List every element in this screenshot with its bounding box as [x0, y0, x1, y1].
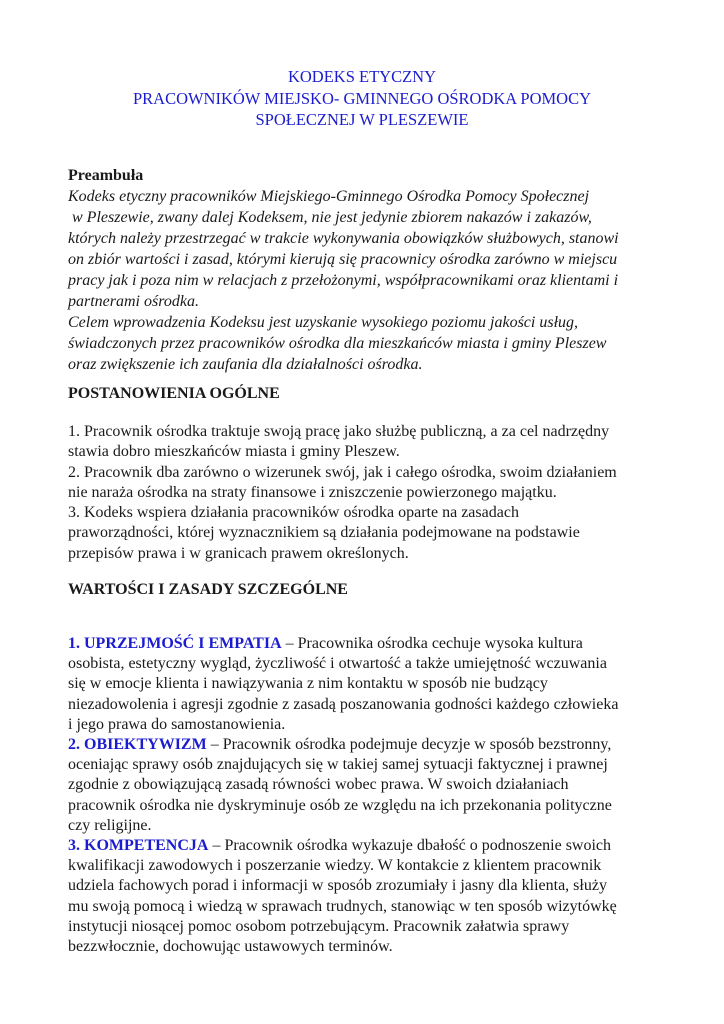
value-term: 3. KOMPETENCJA: [68, 837, 209, 855]
value-line: zgodnie z obowiązującą zasadą równości wobec prawa. W swoich działaniach: [68, 776, 569, 794]
value-line: bezzwłocznie, dochowując ustawowych terminów.: [68, 938, 393, 956]
value-line: udziela fachowych porad i informacji w sposób zrozumiały i jasny dla klienta, służy: [68, 877, 607, 895]
value-line: instytucji niosącej pomoc osobom potrzebującym. Pracownik załatwia sprawy: [68, 917, 570, 935]
general-line: praworządności, której wyznacznikiem są działania podejmowane na podstawie: [68, 524, 580, 542]
preamble-line: oraz zwiększenie ich zaufania dla działalności ośrodka.: [68, 356, 423, 373]
values-heading: WARTOŚCI I ZASADY SZCZEGÓLNE: [68, 581, 348, 598]
general-line: 2. Pracownik dba zarówno o wizerunek swój, jak i całego ośrodka, swoim działaniem: [68, 463, 617, 481]
values-list: [68, 634, 668, 957]
value-item-competence: [68, 836, 668, 856]
value-item-objectivism: [68, 735, 668, 755]
general-heading: POSTANOWIENIA OGÓLNE: [68, 385, 280, 402]
preamble-line: partnerami ośrodka.: [68, 293, 199, 310]
general-text: [68, 422, 668, 564]
preamble-text: [68, 186, 668, 375]
general-line: przepisów prawa i w granicach prawem określonych.: [68, 544, 409, 562]
preamble-heading: Preambuła: [68, 167, 144, 184]
value-line: i jego prawa do samostanowienia.: [68, 715, 286, 733]
value-item-empathy: [68, 634, 668, 654]
preamble-line: Kodeks etyczny pracowników Miejskiego-Gminnego Ośrodka Pomocy Społecznej: [68, 188, 590, 205]
value-line: oceniając sprawy osób znajdujących się w takiej samej sytuacji faktycznej i prawnej: [68, 756, 608, 774]
preamble-line: on zbiór wartości i zasad, którymi kierują się pracownicy ośrodka zarówno w miejscu: [68, 251, 618, 268]
value-line: pracownik ośrodka nie dyskryminuje osób ze względu na ich przekonania polityczne: [68, 796, 612, 814]
general-line: 1. Pracownik ośrodka traktuje swoją pracę jako służbę publiczną, a za cel nadrzędny: [68, 423, 610, 440]
value-line: niezadowolenia i agresji zgodnie z zasadą poszanowania godności każdego człowieka: [68, 695, 619, 713]
preamble-line: świadczonych przez pracowników ośrodka dla mieszkańców miasta i gminy Pleszew: [68, 335, 607, 352]
general-line: nie naraża ośrodka na straty finansowe i zniszczenie powierzonego majątku.: [68, 483, 557, 501]
value-term: 1. UPRZEJMOŚĆ I EMPATIA: [68, 635, 282, 652]
preamble-line: których należy przestrzegać w trakcie wykonywania obowiązków służbowych, stanowi: [68, 230, 619, 247]
preamble-line: w Pleszewie, zwany dalej Kodeksem, nie jest jedynie zbiorem nakazów i zakazów,: [68, 209, 592, 226]
value-line: mu swoją pomocą i wiedzą w sprawach trudnych, stanowiąc w ten sposób wizytówkę: [68, 897, 617, 915]
preamble-line: Celem wprowadzenia Kodeksu jest uzyskanie wysokiego poziomu jakości usług,: [68, 314, 579, 331]
value-line: się w emocje klienta i nawiązywania z nim kontaktu w sposób nie budzący: [68, 675, 548, 693]
title-line-1: KODEKS ETYCZNY: [287, 67, 437, 86]
value-line: kwalifikacji zawodowych i poszerzanie wiedzy. W kontakcie z klientem pracownik: [68, 857, 602, 875]
value-text: – Pracownik ośrodka wykazuje dbałość o podnoszenie swoich: [208, 837, 612, 855]
value-text: – Pracownik ośrodka podejmuje decyzje w sposób bezstronny,: [206, 736, 612, 754]
value-line: osobista, estetyczny wygląd, życzliwość i otwartość a także umiejętność wczuwania: [68, 655, 607, 673]
title-line-3: SPOŁECZNEJ W PLESZEWIE: [255, 110, 469, 129]
general-line: stawia dobro mieszkańców miasta i gminy Pleszew.: [68, 443, 400, 461]
title-line-2: PRACOWNIKÓW MIEJSKO- GMINNEGO OŚRODKA POMOCY: [132, 88, 592, 108]
value-term: 2. OBIEKTYWIZM: [68, 736, 207, 754]
value-text: – Pracownika ośrodka cechuje wysoka kultura: [281, 635, 583, 652]
general-line: 3. Kodeks wspiera działania pracowników ośrodka oparte na zasadach: [68, 504, 519, 522]
document-title: [0, 66, 724, 131]
value-line: czy religijne.: [68, 816, 152, 834]
preamble-line: pracy jak i poza nim w relacjach z przełożonymi, współpracownikami oraz klientami i: [68, 272, 619, 289]
